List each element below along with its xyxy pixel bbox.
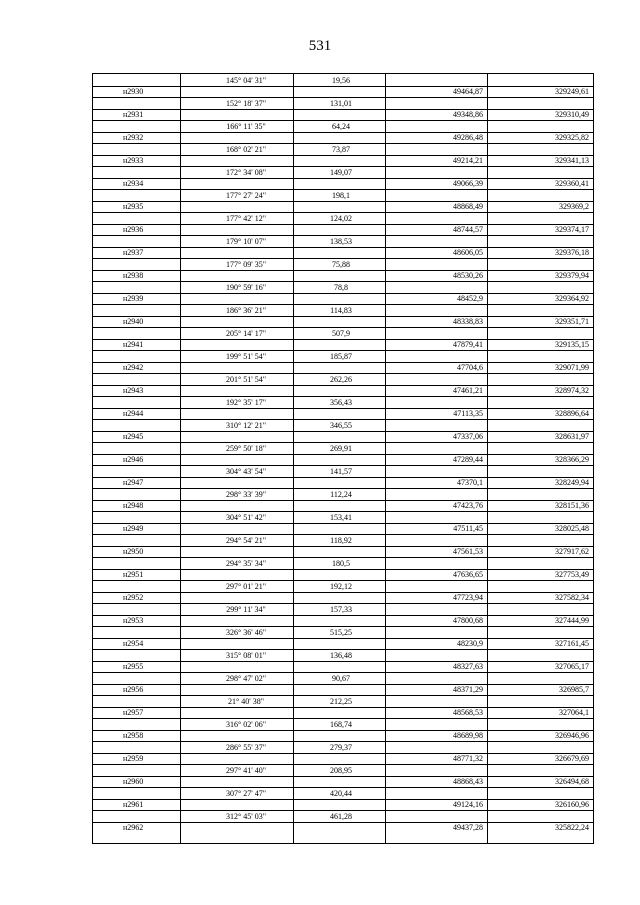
row-divider (93, 787, 593, 788)
coordinate-y: 329071,99 (555, 363, 589, 372)
direction-angle: 286° 55' 37" (226, 742, 266, 752)
coordinate-x: 47113,35 (453, 409, 483, 418)
row-divider (93, 442, 593, 443)
direction-angle: 299° 11' 34" (226, 604, 266, 614)
point-name: н2947 (123, 478, 144, 487)
coordinate-y: 329310,49 (555, 110, 589, 119)
point-name: н2940 (123, 317, 144, 326)
coordinate-x: 48689,98 (453, 731, 483, 740)
direction-angle: 304° 51' 42" (226, 512, 266, 522)
coordinate-y: 329374,17 (555, 225, 589, 234)
coordinate-x: 49348,86 (453, 110, 483, 119)
row-divider (93, 672, 593, 673)
row-divider (93, 178, 593, 179)
point-name: н2956 (123, 685, 144, 694)
coordinate-x: 48744,57 (453, 225, 483, 234)
direction-angle: 177° 27' 24" (226, 190, 266, 200)
row-divider (93, 684, 593, 685)
segment-length: 64,24 (332, 121, 350, 131)
point-name: н2946 (123, 455, 144, 464)
row-divider (93, 511, 593, 512)
point-name: н2943 (123, 386, 144, 395)
segment-length: 269,91 (330, 443, 352, 453)
segment-length: 149,07 (330, 167, 352, 177)
row-divider (93, 569, 593, 570)
coordinate-y: 329360,41 (555, 179, 589, 188)
direction-angle: 172° 34' 08" (226, 167, 266, 177)
row-divider (93, 810, 593, 811)
coordinate-x: 48868,43 (453, 777, 483, 786)
coordinate-x: 47511,45 (453, 524, 483, 533)
row-divider (93, 753, 593, 754)
coordinate-y: 328974,32 (555, 386, 589, 395)
row-divider (93, 362, 593, 363)
coordinate-x: 47370,1 (457, 478, 483, 487)
row-divider (93, 97, 593, 98)
coordinate-x: 47879,41 (453, 340, 483, 349)
coordinate-y: 325822,24 (555, 823, 589, 832)
segment-length: 279,37 (330, 742, 352, 752)
coordinate-y: 326985,7 (559, 685, 589, 694)
direction-angle: 315° 08' 01" (226, 650, 266, 660)
direction-angle: 316° 02' 06" (226, 719, 266, 729)
segment-length: 141,57 (330, 466, 352, 476)
coordinate-y: 329369,2 (559, 202, 589, 211)
coordinate-y: 329351,71 (555, 317, 589, 326)
direction-angle: 201° 51' 54" (226, 374, 266, 384)
segment-length: 356,43 (330, 397, 352, 407)
point-name: н2930 (123, 87, 144, 96)
segment-length: 198,1 (332, 190, 350, 200)
coordinate-y: 326494,68 (555, 777, 589, 786)
direction-angle: 294° 54' 21" (226, 535, 266, 545)
coordinate-y: 327582,34 (555, 593, 589, 602)
point-name: н2960 (123, 777, 144, 786)
segment-length: 118,92 (330, 535, 352, 545)
row-divider (93, 431, 593, 432)
coordinate-x: 47289,44 (453, 455, 483, 464)
point-name: н2961 (123, 800, 144, 809)
row-divider (93, 454, 593, 455)
coordinate-x: 47800,68 (453, 616, 483, 625)
segment-length: 262,26 (330, 374, 352, 384)
direction-angle: 294° 35' 34" (226, 558, 266, 568)
segment-length: 131,01 (330, 98, 352, 108)
direction-angle: 21° 40' 38" (228, 696, 264, 706)
row-divider (93, 488, 593, 489)
direction-angle: 145° 04' 31" (226, 75, 266, 85)
row-divider (93, 385, 593, 386)
coordinate-x: 47723,94 (453, 593, 483, 602)
row-divider (93, 316, 593, 317)
point-name: н2932 (123, 133, 144, 142)
coordinate-y: 329364,92 (555, 294, 589, 303)
row-divider (93, 235, 593, 236)
direction-angle: 192° 35' 17" (226, 397, 266, 407)
coordinate-x: 48338,83 (453, 317, 483, 326)
point-name: н2959 (123, 754, 144, 763)
direction-angle: 304° 43' 54" (226, 466, 266, 476)
segment-length: 208,95 (330, 765, 352, 775)
row-divider (93, 592, 593, 593)
segment-length: 168,74 (330, 719, 352, 729)
coordinate-y: 329325,82 (555, 133, 589, 142)
row-divider (93, 293, 593, 294)
coordinate-y: 327917,62 (555, 547, 589, 556)
direction-angle: 312° 45' 03" (226, 811, 266, 821)
row-divider (93, 350, 593, 351)
row-divider (93, 465, 593, 466)
coordinate-x: 47337,06 (453, 432, 483, 441)
direction-angle: 199° 51' 54" (226, 351, 266, 361)
row-divider (93, 132, 593, 133)
row-divider (93, 327, 593, 328)
point-name: н2951 (123, 570, 144, 579)
row-divider (93, 224, 593, 225)
row-divider (93, 109, 593, 110)
coordinate-y: 329379,94 (555, 271, 589, 280)
segment-length: 78,8 (334, 282, 348, 292)
coordinates-table (92, 73, 594, 844)
point-name: н2937 (123, 248, 144, 257)
coordinate-x: 48568,53 (453, 708, 483, 717)
coordinate-y: 329249,61 (555, 87, 589, 96)
row-divider (93, 534, 593, 535)
segment-length: 180,5 (332, 558, 350, 568)
row-divider (93, 580, 593, 581)
row-divider (93, 523, 593, 524)
point-name: н2950 (123, 547, 144, 556)
coordinate-x: 49286,48 (453, 133, 483, 142)
point-name: н2939 (123, 294, 144, 303)
row-divider (93, 546, 593, 547)
coordinate-x: 48327,63 (453, 662, 483, 671)
point-name: н2952 (123, 593, 144, 602)
coordinate-x: 47461,21 (453, 386, 483, 395)
point-name: н2957 (123, 708, 144, 717)
row-divider (93, 155, 593, 156)
point-name: н2936 (123, 225, 144, 234)
segment-length: 73,87 (332, 144, 350, 154)
page-number: 531 (308, 38, 332, 54)
coordinate-x: 48371,29 (453, 685, 483, 694)
direction-angle: 186° 36' 21" (226, 305, 266, 315)
direction-angle: 166° 11' 35" (226, 121, 266, 131)
point-name: н2962 (123, 823, 144, 832)
direction-angle: 259° 50' 18" (226, 443, 266, 453)
coordinate-x: 48771,32 (453, 754, 483, 763)
row-divider (93, 258, 593, 259)
direction-angle: 326° 36' 46" (226, 627, 266, 637)
row-divider (93, 822, 593, 823)
coordinate-y: 326679,69 (555, 754, 589, 763)
coordinate-y: 327065,17 (555, 662, 589, 671)
row-divider (93, 408, 593, 409)
row-divider (93, 86, 593, 87)
segment-length: 112,24 (330, 489, 352, 499)
coordinate-y: 328025,48 (555, 524, 589, 533)
coordinate-x: 47423,76 (453, 501, 483, 510)
point-name: н2934 (123, 179, 144, 188)
direction-angle: 298° 47' 02" (226, 673, 266, 683)
row-divider (93, 638, 593, 639)
row-divider (93, 120, 593, 121)
coordinate-x: 49437,28 (453, 823, 483, 832)
coordinate-x: 49124,16 (453, 800, 483, 809)
coordinate-x: 48868,49 (453, 202, 483, 211)
row-divider (93, 741, 593, 742)
direction-angle: 152° 18' 37" (226, 98, 266, 108)
row-divider (93, 270, 593, 271)
coordinate-x: 48230,9 (457, 639, 483, 648)
segment-length: 420,44 (330, 788, 352, 798)
row-divider (93, 695, 593, 696)
direction-angle: 190° 59' 16" (226, 282, 266, 292)
coordinate-x: 47704,6 (457, 363, 483, 372)
point-name: н2941 (123, 340, 144, 349)
row-divider (93, 764, 593, 765)
coordinate-y: 328366,29 (555, 455, 589, 464)
segment-length: 138,53 (330, 236, 352, 246)
segment-length: 507,9 (332, 328, 350, 338)
segment-length: 192,12 (330, 581, 352, 591)
coordinate-x: 47636,65 (453, 570, 483, 579)
row-divider (93, 776, 593, 777)
segment-length: 212,25 (330, 696, 352, 706)
row-divider (93, 615, 593, 616)
direction-angle: 297° 01' 21" (226, 581, 266, 591)
point-name: н2945 (123, 432, 144, 441)
row-divider (93, 166, 593, 167)
point-name: н2931 (123, 110, 144, 119)
segment-length: 185,87 (330, 351, 352, 361)
direction-angle: 177° 09' 35" (226, 259, 266, 269)
segment-length: 90,67 (332, 673, 350, 683)
segment-length: 75,88 (332, 259, 350, 269)
row-divider (93, 143, 593, 144)
direction-angle: 310° 12' 21" (226, 420, 266, 430)
row-divider (93, 304, 593, 305)
coordinate-x: 49066,39 (453, 179, 483, 188)
segment-length: 136,48 (330, 650, 352, 660)
direction-angle: 168° 02' 21" (226, 144, 266, 154)
direction-angle: 297° 41' 40" (226, 765, 266, 775)
row-divider (93, 396, 593, 397)
coordinate-y: 329135,15 (555, 340, 589, 349)
direction-angle: 205° 14' 17" (226, 328, 266, 338)
coordinate-y: 328249,94 (555, 478, 589, 487)
direction-angle: 298° 33' 39" (226, 489, 266, 499)
point-name: н2935 (123, 202, 144, 211)
coordinate-x: 49464,87 (453, 87, 483, 96)
row-divider (93, 212, 593, 213)
point-name: н2954 (123, 639, 144, 648)
segment-length: 124,02 (330, 213, 352, 223)
point-name: н2949 (123, 524, 144, 533)
coordinate-y: 327161,45 (555, 639, 589, 648)
point-name: н2958 (123, 731, 144, 740)
direction-angle: 307° 27' 47" (226, 788, 266, 798)
coordinate-y: 327064,1 (559, 708, 589, 717)
row-divider (93, 707, 593, 708)
segment-length: 153,41 (330, 512, 352, 522)
coordinate-y: 326946,96 (555, 731, 589, 740)
row-divider (93, 500, 593, 501)
segment-length: 461,28 (330, 811, 352, 821)
segment-length: 19,56 (332, 75, 350, 85)
coordinate-y: 328896,64 (555, 409, 589, 418)
row-divider (93, 557, 593, 558)
coordinate-x: 47561,53 (453, 547, 483, 556)
point-name: н2955 (123, 662, 144, 671)
point-name: н2953 (123, 616, 144, 625)
segment-length: 157,33 (330, 604, 352, 614)
point-name: н2938 (123, 271, 144, 280)
row-divider (93, 661, 593, 662)
direction-angle: 179° 10' 07" (226, 236, 266, 246)
point-name: н2944 (123, 409, 144, 418)
coordinate-x: 48606,05 (453, 248, 483, 257)
coordinate-x: 48530,26 (453, 271, 483, 280)
point-name: н2942 (123, 363, 144, 372)
row-divider (93, 649, 593, 650)
point-name: н2933 (123, 156, 144, 165)
coordinate-x: 48452,9 (457, 294, 483, 303)
row-divider (93, 373, 593, 374)
coordinate-y: 328151,36 (555, 501, 589, 510)
row-divider (93, 419, 593, 420)
row-divider (93, 201, 593, 202)
coordinate-y: 326160,96 (555, 800, 589, 809)
row-divider (93, 477, 593, 478)
row-divider (93, 718, 593, 719)
row-divider (93, 799, 593, 800)
row-divider (93, 626, 593, 627)
coordinate-y: 329376,18 (555, 248, 589, 257)
coordinate-y: 328631,97 (555, 432, 589, 441)
coordinate-y: 327444,99 (555, 616, 589, 625)
segment-length: 114,83 (330, 305, 352, 315)
row-divider (93, 730, 593, 731)
row-divider (93, 281, 593, 282)
row-divider (93, 603, 593, 604)
row-divider (93, 339, 593, 340)
point-name: н2948 (123, 501, 144, 510)
coordinate-x: 49214,21 (453, 156, 483, 165)
coordinate-y: 329341,13 (555, 156, 589, 165)
segment-length: 346,55 (330, 420, 352, 430)
row-divider (93, 247, 593, 248)
coordinate-y: 327753,49 (555, 570, 589, 579)
direction-angle: 177° 42' 12" (226, 213, 266, 223)
row-divider (93, 189, 593, 190)
segment-length: 515,25 (330, 627, 352, 637)
